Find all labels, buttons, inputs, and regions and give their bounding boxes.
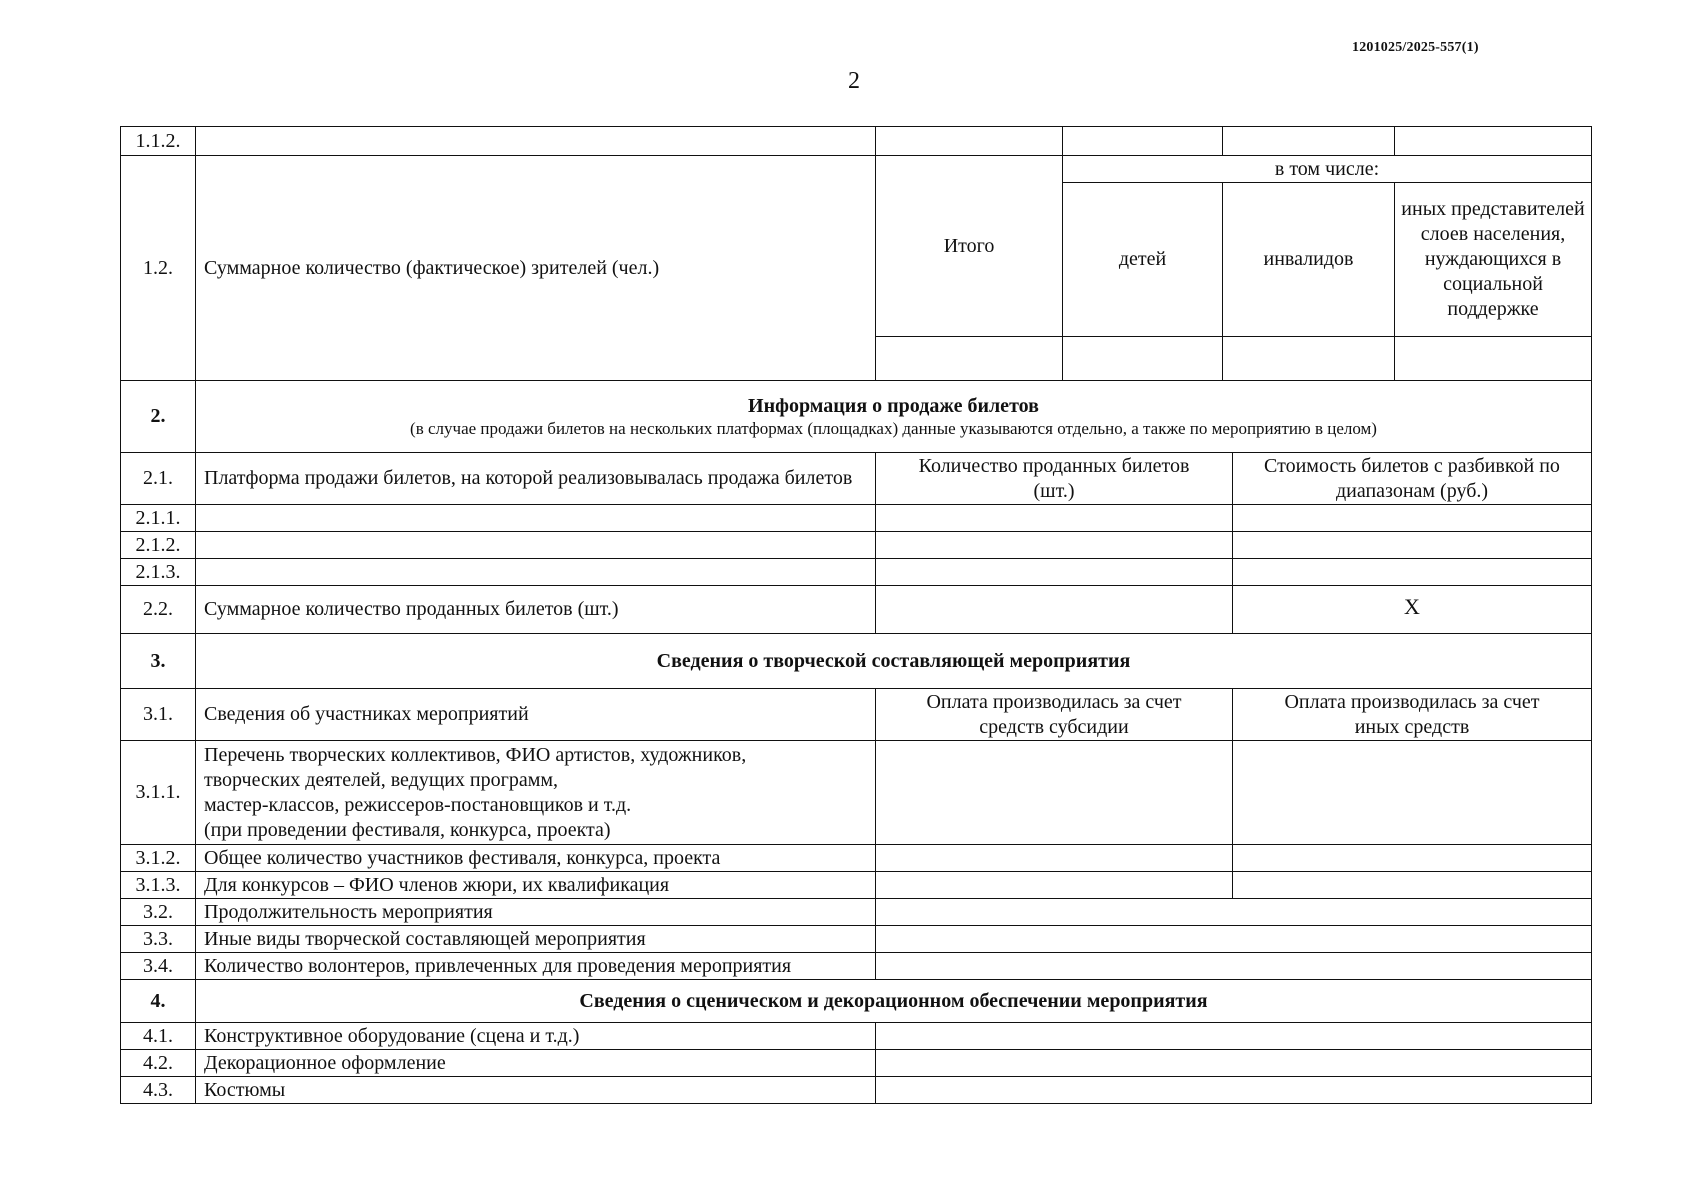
value-cell-empty [875, 740, 1233, 845]
value-cell-empty [875, 1049, 1592, 1077]
row-number: 1.1.2. [120, 126, 196, 156]
row-number: 2.1. [120, 452, 196, 505]
row-number: 3.3. [120, 925, 196, 953]
row-number: 3.1.1. [120, 740, 196, 845]
decoration-label: Декорационное оформление [195, 1049, 876, 1077]
volunteers-label: Количество волонтеров, привлеченных для проведения мероприятия [195, 952, 876, 980]
ticket-price-header: Стоимость билетов с разбивкой по диапазонам (руб.) [1232, 452, 1592, 505]
value-cell-empty [875, 925, 1592, 953]
children-value-cell [1062, 336, 1223, 381]
stage-equipment-label: Конструктивное оборудование (сцена и т.д.) [195, 1022, 876, 1050]
row-number: 4.3. [120, 1076, 196, 1104]
section-number: 4. [120, 979, 196, 1023]
jury-label: Для конкурсов – ФИО членов жюри, их квалификация [195, 871, 876, 899]
label-line: мастер-классов, режиссеров-постановщиков и т.д. [204, 793, 632, 816]
section-number: 3. [120, 633, 196, 689]
label-line: (при проведении фестиваля, конкурса, проекта) [204, 818, 611, 841]
label-cell-empty [195, 126, 876, 156]
value-cell-empty [1232, 871, 1592, 899]
page-number: 2 [848, 68, 860, 94]
children-header: детей [1062, 182, 1223, 337]
value-cell-empty [1232, 844, 1592, 872]
value-cell-empty [875, 558, 1233, 586]
value-cell-empty [1062, 126, 1223, 156]
participants-count-label: Общее количество участников фестиваля, конкурса, проекта [195, 844, 876, 872]
label-line: творческих деятелей, ведущих программ, [204, 768, 559, 791]
subsidy-payment-header: Оплата производилась за счет средств субсидии [875, 688, 1233, 741]
total-value-cell [875, 336, 1063, 381]
row-number: 3.2. [120, 898, 196, 926]
row-number: 2.1.1. [120, 504, 196, 532]
row-number: 2.1.3. [120, 558, 196, 586]
section-subtitle: (в случае продажи билетов на нескольких платформах (площадках) данные указываются отдельно, а также по мероприятию в целом) [410, 418, 1377, 438]
total-sold-value-cell [875, 585, 1233, 634]
row-number: 1.2. [120, 155, 196, 381]
row-number: 3.1.3. [120, 871, 196, 899]
value-cell-empty [1232, 531, 1592, 559]
platform-label: Платформа продажи билетов, на которой реализовывалась продажа билетов [195, 452, 876, 505]
value-cell-empty [875, 844, 1233, 872]
section-2-header [195, 380, 1592, 453]
document-number: 1201025/2025-557(1) [1352, 40, 1479, 55]
row-number: 3.4. [120, 952, 196, 980]
section-number: 2. [120, 380, 196, 453]
value-cell-empty [875, 952, 1592, 980]
costumes-label: Костюмы [195, 1076, 876, 1104]
row-number: 2.1.2. [120, 531, 196, 559]
platform-cell [195, 558, 876, 586]
value-cell-empty [1232, 740, 1592, 845]
row-number: 2.2. [120, 585, 196, 634]
value-cell-empty [875, 531, 1233, 559]
value-cell-empty [1232, 558, 1592, 586]
other-groups-header: иных представителей слоев населения, нуждающихся в социальной поддержке [1394, 182, 1592, 337]
value-cell-empty [875, 1022, 1592, 1050]
value-cell-empty [875, 871, 1233, 899]
section-4-title: Сведения о сценическом и декорационном обеспечении мероприятия [195, 979, 1592, 1023]
spectators-label: Суммарное количество (фактическое) зрителей (чел.) [195, 155, 876, 381]
not-applicable-mark: X [1232, 585, 1592, 634]
row-number: 3.1. [120, 688, 196, 741]
disabled-value-cell [1222, 336, 1395, 381]
other-groups-value-cell [1394, 336, 1592, 381]
platform-cell [195, 531, 876, 559]
total-header: Итого [875, 155, 1063, 337]
row-number: 4.1. [120, 1022, 196, 1050]
value-cell-empty [1222, 126, 1395, 156]
including-header: в том числе: [1062, 155, 1592, 183]
value-cell-empty [875, 126, 1063, 156]
total-sold-label: Суммарное количество проданных билетов (шт.) [195, 585, 876, 634]
disabled-header: инвалидов [1222, 182, 1395, 337]
platform-cell [195, 504, 876, 532]
participants-label: Сведения об участниках мероприятий [195, 688, 876, 741]
value-cell-empty [875, 898, 1592, 926]
section-3-title: Сведения о творческой составляющей мероприятия [195, 633, 1592, 689]
value-cell-empty [1232, 504, 1592, 532]
other-creative-label: Иные виды творческой составляющей мероприятия [195, 925, 876, 953]
value-cell-empty [875, 504, 1233, 532]
creative-teams-label [195, 740, 876, 845]
row-number: 4.2. [120, 1049, 196, 1077]
label-line: Перечень творческих коллективов, ФИО артистов, художников, [204, 743, 747, 766]
value-cell-empty [1394, 126, 1592, 156]
tickets-sold-header: Количество проданных билетов (шт.) [875, 452, 1233, 505]
value-cell-empty [875, 1076, 1592, 1104]
duration-label: Продолжительность мероприятия [195, 898, 876, 926]
section-title: Информация о продаже билетов [748, 394, 1039, 417]
row-number: 3.1.2. [120, 844, 196, 872]
other-funds-payment-header: Оплата производилась за счет иных средств [1232, 688, 1592, 741]
